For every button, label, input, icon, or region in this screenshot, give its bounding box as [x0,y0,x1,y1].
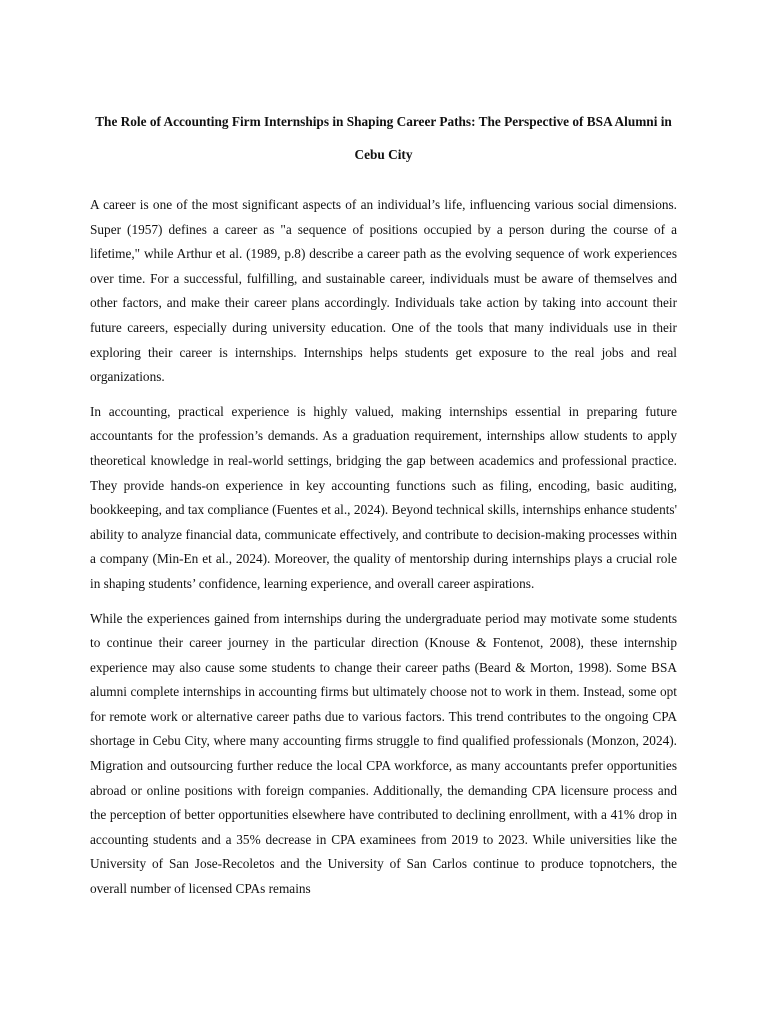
document-body [90,105,677,912]
paragraph-3: While the experiences gained from internships during the undergraduate period may motivate some students to continue their career journey in the particular direction (Knouse & Fontenot, 2008), these internship experience may also cause some students to change their career paths (Beard & Morton, 1998). Some BSA alumni complete internships in accounting firms but ultimately choose not to work in them. Instead, some opt for remote work or alternative career paths due to various factors. This trend contributes to the ongoing CPA shortage in Cebu City, where many accounting firms struggle to find qualified professionals (Monzon, 2024). Migration and outsourcing further reduce the local CPA workforce, as many accountants prefer opportunities abroad or online positions with foreign companies. Additionally, the demanding CPA licensure process and the perception of better opportunities elsewhere have contributed to declining enrollment, with a 41% drop in accounting students and a 35% decrease in CPA examinees from 2019 to 2023. While universities like the University of San Jose-Recoletos and the University of San Carlos continue to produce topnotchers, the overall number of licensed CPAs remains [90,610,677,897]
paragraph-1: A career is one of the most significant aspects of an individual’s life, influencing various social dimensions. Super (1957) defines a career as "a sequence of positions occupied by a person during the course of a lifetime," while Arthur et al. (1989, p.8) describe a career path as the evolving sequence of work experiences over time. For a successful, fulfilling, and sustainable career, individuals must be aware of themselves and other factors, and make their career plans accordingly. Individuals take action by taking into account their future careers, especially during university education. One of the tools that many individuals use in their exploring their career is internships. Internships helps students get exposure to the real jobs and real organizations. [90,197,677,385]
document-title: The Role of Accounting Firm Internships in Shaping Career Paths: The Perspective of BSA Alumni in Cebu City [95,114,672,162]
paragraph-2: In accounting, practical experience is highly valued, making internships essential in preparing future accountants for the profession’s demands. As a graduation requirement, internships allow students to apply theoretical knowledge in real-world settings, bridging the gap between academics and professional practice. They provide hands-on experience in key accounting functions such as filing, encoding, basic auditing, bookkeeping, and tax compliance (Fuentes et al., 2024). Beyond technical skills, internships enhance students' ability to analyze financial data, communicate effectively, and contribute to decision-making processes within a company (Min-En et al., 2024). Moreover, the quality of mentorship during internships plays a crucial role in shaping students’ confidence, learning experience, and overall career aspirations. [90,403,677,591]
